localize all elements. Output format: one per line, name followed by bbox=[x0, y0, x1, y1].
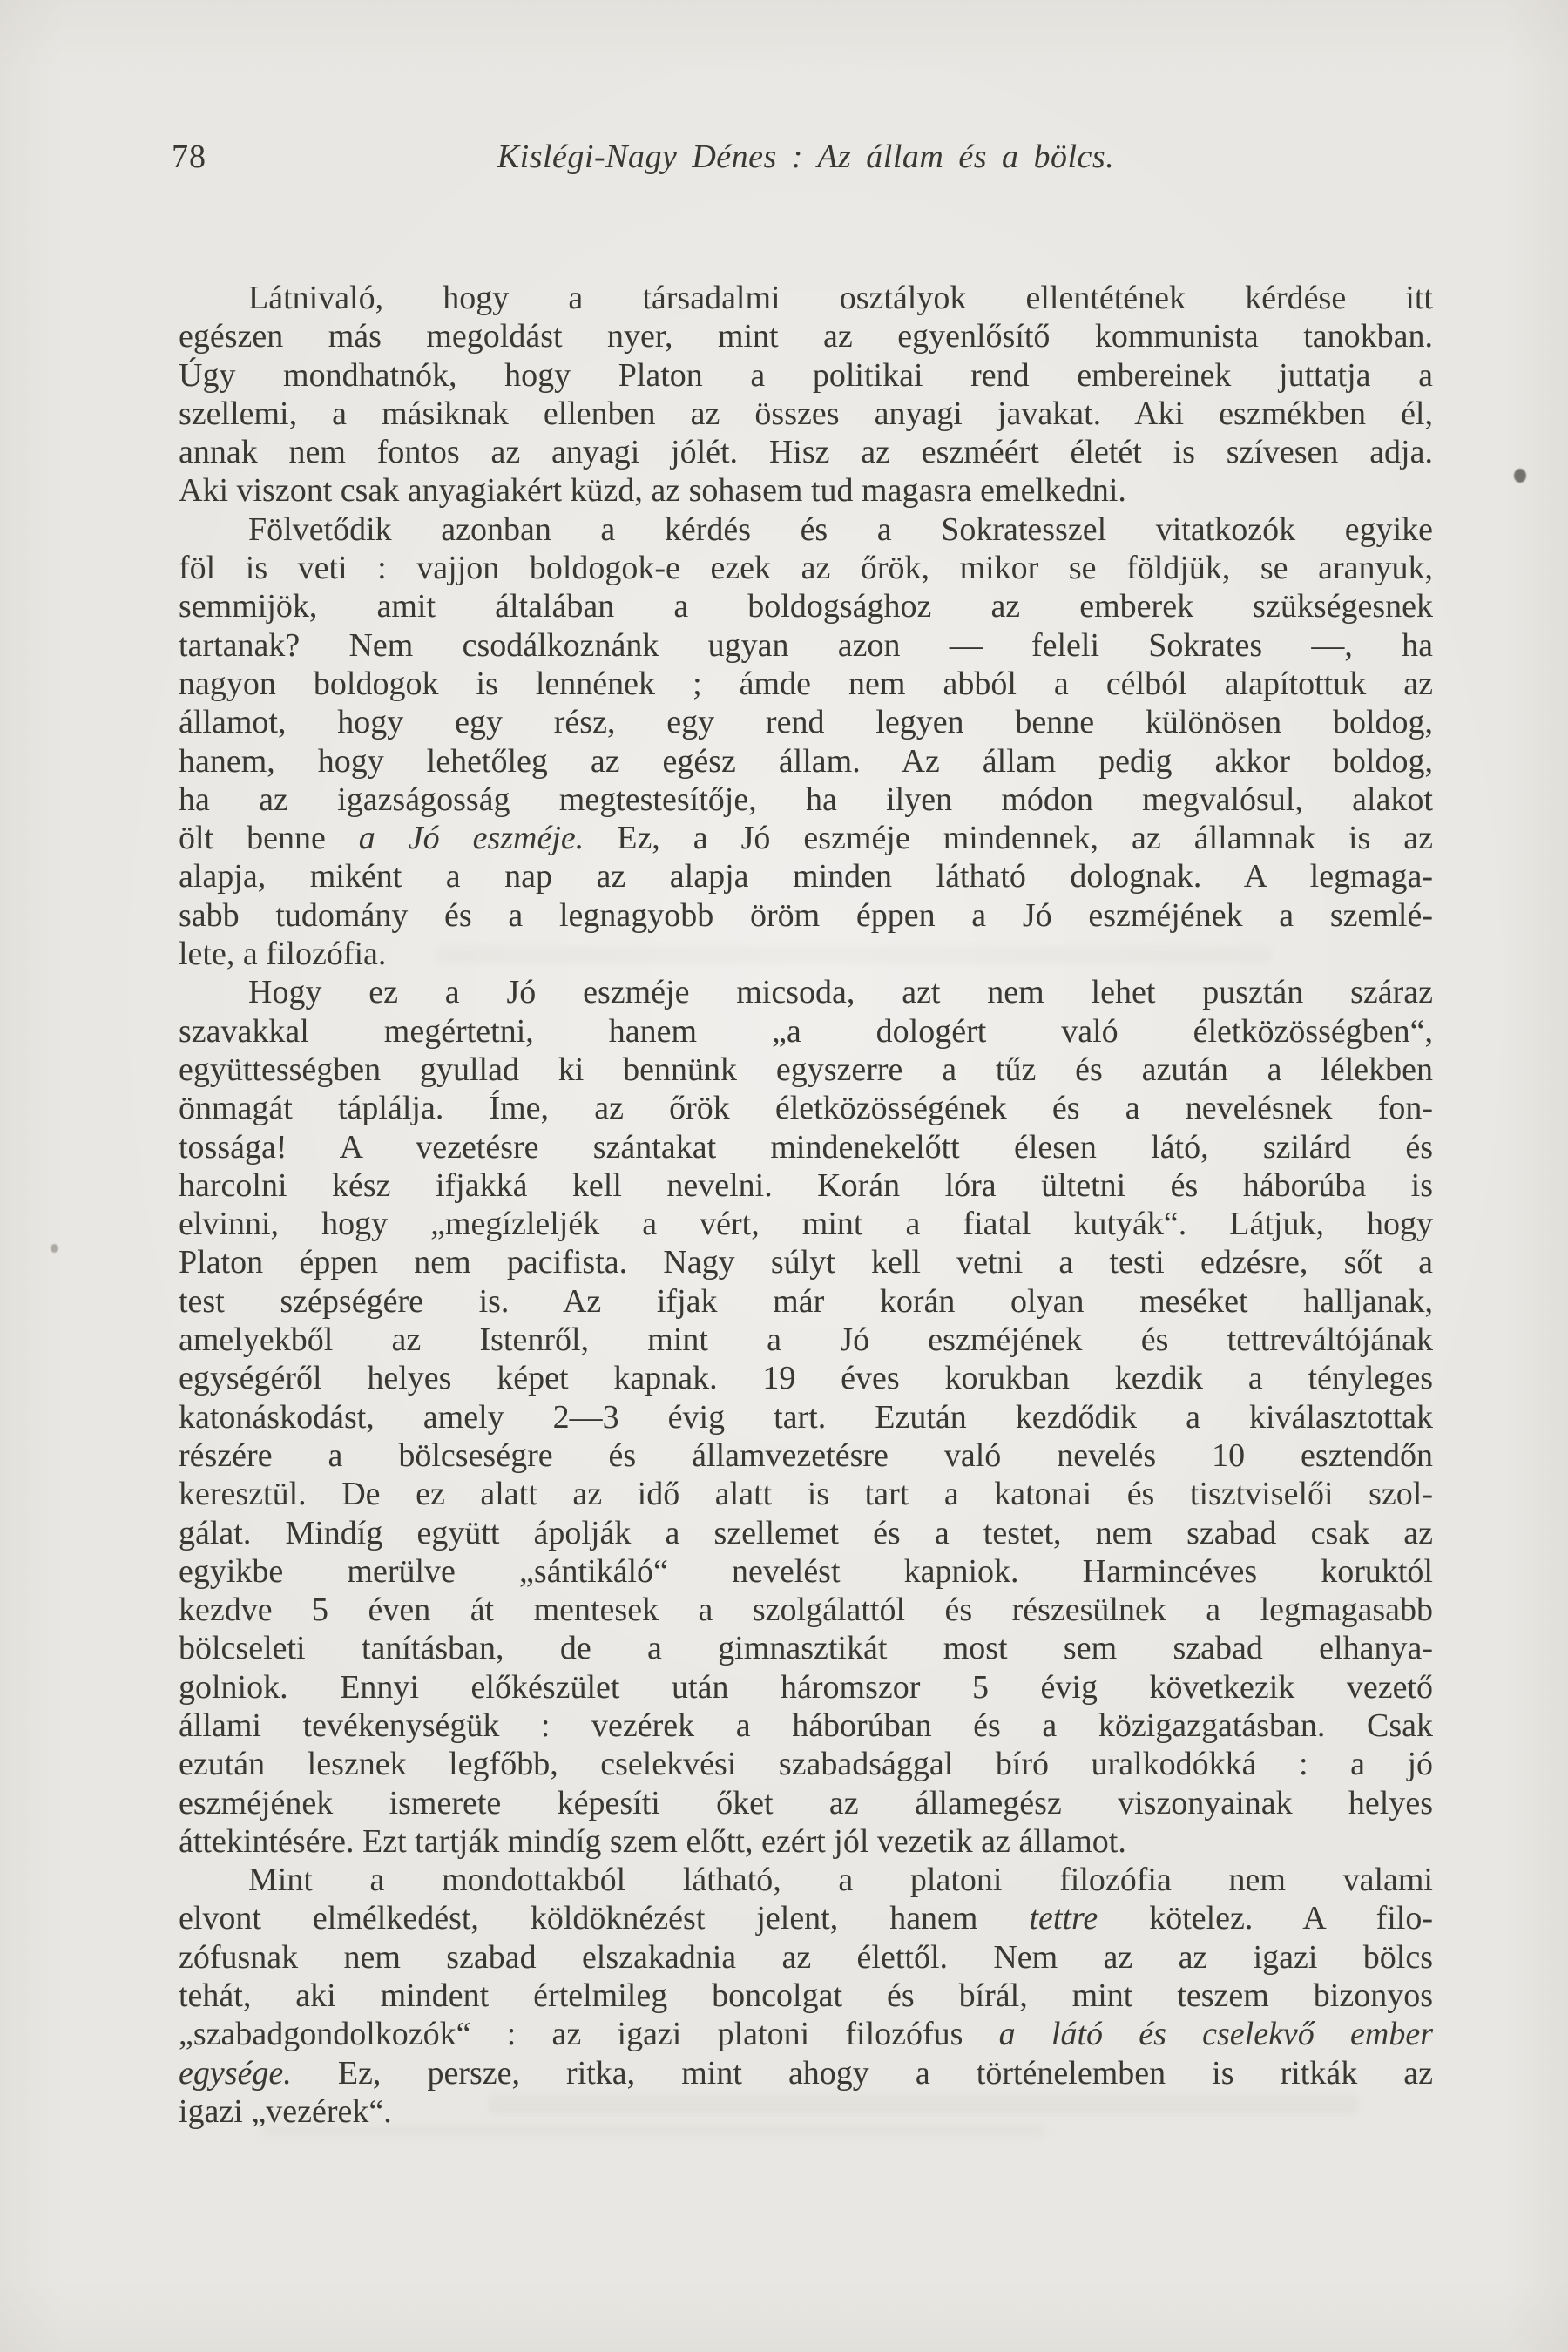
text-line: állami tevékenységük : vezérek a háborúban és a közigazgatásban. Csak bbox=[179, 1707, 1433, 1744]
text-line: önmagát táplálja. Íme, az őrök életközösségének és a nevelésnek fon- bbox=[179, 1090, 1433, 1127]
text-line: hanem, hogy lehetőleg az egész állam. Az állam pedig akkor boldog, bbox=[179, 742, 1433, 780]
text-line: igazi „vezérek“. bbox=[179, 2092, 392, 2130]
text-line: áttekintésére. Ezt tartják mindíg szem előtt, ezért jól vezetik az államot. bbox=[179, 1822, 1126, 1860]
text-line: ha az igazságosság megtestesítője, ha ilyen módon megvalósul, alakot bbox=[179, 781, 1433, 818]
text-line: elvinni, hogy „megízleljék a vért, mint a fiatal kutyák“. Látjuk, hogy bbox=[179, 1206, 1433, 1243]
bleed-through-mark bbox=[436, 946, 1272, 963]
text-line: elvont elmélkedést, köldöknézést jelent, hanem tettre kötelez. A filo- bbox=[179, 1900, 1433, 1937]
text-line: ezután lesznek legfőbb, cselekvési szabadsággal bíró uralkodókká : a jó bbox=[179, 1746, 1433, 1783]
text-line: nagyon boldogok is lennének ; ámde nem abból a célból alapítottuk az bbox=[179, 665, 1433, 702]
text-line: föl is veti : vajjon boldogok-e ezek az őrök, mikor se földjük, se aranyuk, bbox=[179, 550, 1433, 587]
text-line: alapja, miként a nap az alapja minden látható dolognak. A legmaga- bbox=[179, 858, 1433, 896]
text-line: egyikbe merülve „sántikáló“ nevelést kapniok. Harmincéves koruktól bbox=[179, 1552, 1433, 1590]
text-line: Aki viszont csak anyagiakért küzd, az sohasem tud magasra emelkedni. bbox=[179, 472, 1126, 510]
running-title: Kislégi-Nagy Dénes : Az állam és a bölcs. bbox=[497, 139, 1115, 175]
text-line: gálat. Mindíg együtt ápolják a szellemet és a testet, nem szabad csak az bbox=[179, 1514, 1433, 1551]
text-line: eszméjének ismerete képesíti őket az államegész viszonyainak helyes bbox=[179, 1784, 1433, 1821]
bleed-through-mark bbox=[261, 2124, 1045, 2138]
text-line: lete, a filozófia. bbox=[179, 936, 387, 973]
text-line: ölt benne a Jó eszméje. Ez, a Jó eszméje mindennek, az államnak is az bbox=[179, 820, 1433, 857]
text-line: sabb tudomány és a legnagyobb öröm éppen a Jó eszméjének a szemlé- bbox=[179, 896, 1433, 934]
text-block bbox=[179, 279, 1433, 2131]
text-line: amelyekből az Istenről, mint a Jó eszméjének és tettreváltójának bbox=[179, 1321, 1433, 1359]
text-line: kezdve 5 éven át mentesek a szolgálattól és részesülnek a legmagasabb bbox=[179, 1592, 1433, 1629]
text-line: egészen más megoldást nyer, mint az egyenlősítő kommunista tanokban. bbox=[179, 318, 1433, 355]
text-line: részére a bölcseségre és államvezetésre való nevelés 10 esztendőn bbox=[179, 1436, 1433, 1474]
text-line: semmijök, amit általában a boldogsághoz az emberek szükségesnek bbox=[179, 588, 1433, 625]
text-line: test szépségére is. Az ifjak már korán olyan meséket halljanak, bbox=[179, 1282, 1433, 1320]
text-line: golniok. Ennyi előkészület után háromszor 5 évig következik vezető bbox=[179, 1668, 1433, 1706]
ink-speck bbox=[1514, 469, 1526, 483]
text-line: szellemi, a másiknak ellenben az összes anyagi javakat. Aki eszmékben él, bbox=[179, 395, 1433, 432]
text-line: államot, hogy egy rész, egy rend legyen benne különösen boldog, bbox=[179, 704, 1433, 741]
text-line: Platon éppen nem pacifista. Nagy súlyt kell vetni a testi edzésre, sőt a bbox=[179, 1244, 1433, 1281]
text-line: Fölvetődik azonban a kérdés és a Sokratesszel vitatkozók egyike bbox=[248, 510, 1433, 548]
text-line: annak nem fontos az anyagi jólét. Hisz az eszméért életét is szívesen adja. bbox=[179, 434, 1433, 471]
text-line: tehát, aki mindent értelmileg boncolgat és bírál, mint teszem bizonyos bbox=[179, 1977, 1433, 2015]
text-line: „szabadgondolkozók“ : az igazi platoni filozófus a látó és cselekvő ember bbox=[179, 2016, 1433, 2053]
text-line: harcolni kész ifjakká kell nevelni. Korán lóra ültetni és háborúba is bbox=[179, 1166, 1433, 1204]
text-line: egysége. Ez, persze, ritka, mint ahogy a történelemben is ritkák az bbox=[179, 2054, 1433, 2092]
text-line: bölcseleti tanításban, de a gimnasztikát most sem szabad elhanya- bbox=[179, 1630, 1433, 1667]
text-line: szavakkal megértetni, hanem „a dologért való életközösségben“, bbox=[179, 1012, 1433, 1050]
text-line: tossága! A vezetésre szántakat mindenekelőtt élesen látó, szilárd és bbox=[179, 1128, 1433, 1166]
text-line: együttességben gyullad ki bennünk egyszerre a tűz és azután a lélekben bbox=[179, 1051, 1433, 1088]
text-line: katonáskodást, amely 2—3 évig tart. Ezután kezdődik a kiválasztottak bbox=[179, 1398, 1433, 1436]
text-line: Mint a mondottakból látható, a platoni filozófia nem valami bbox=[248, 1862, 1433, 1899]
text-line: zófusnak nem szabad elszakadnia az élettől. Nem az az igazi bölcs bbox=[179, 1938, 1433, 1976]
text-line: egységéről helyes képet kapnak. 19 éves korukban kezdik a tényleges bbox=[179, 1360, 1433, 1397]
text-line: keresztül. De ez alatt az idő alatt is tart a katonai és tisztviselői szol- bbox=[179, 1476, 1433, 1513]
ink-speck bbox=[51, 1244, 58, 1253]
page-number: 78 bbox=[172, 139, 206, 175]
text-line: tartanak? Nem csodálkoznánk ugyan azon — feleli Sokrates —, ha bbox=[179, 626, 1433, 664]
text-line: Úgy mondhatnók, hogy Platon a politikai rend embereinek juttatja a bbox=[179, 356, 1433, 394]
running-head bbox=[172, 136, 1433, 178]
bleed-through-mark bbox=[488, 2094, 1359, 2115]
text-line: Látnivaló, hogy a társadalmi osztályok ellentétének kérdése itt bbox=[248, 280, 1433, 316]
text-line: Hogy ez a Jó eszméje micsoda, azt nem lehet pusztán száraz bbox=[248, 974, 1433, 1011]
